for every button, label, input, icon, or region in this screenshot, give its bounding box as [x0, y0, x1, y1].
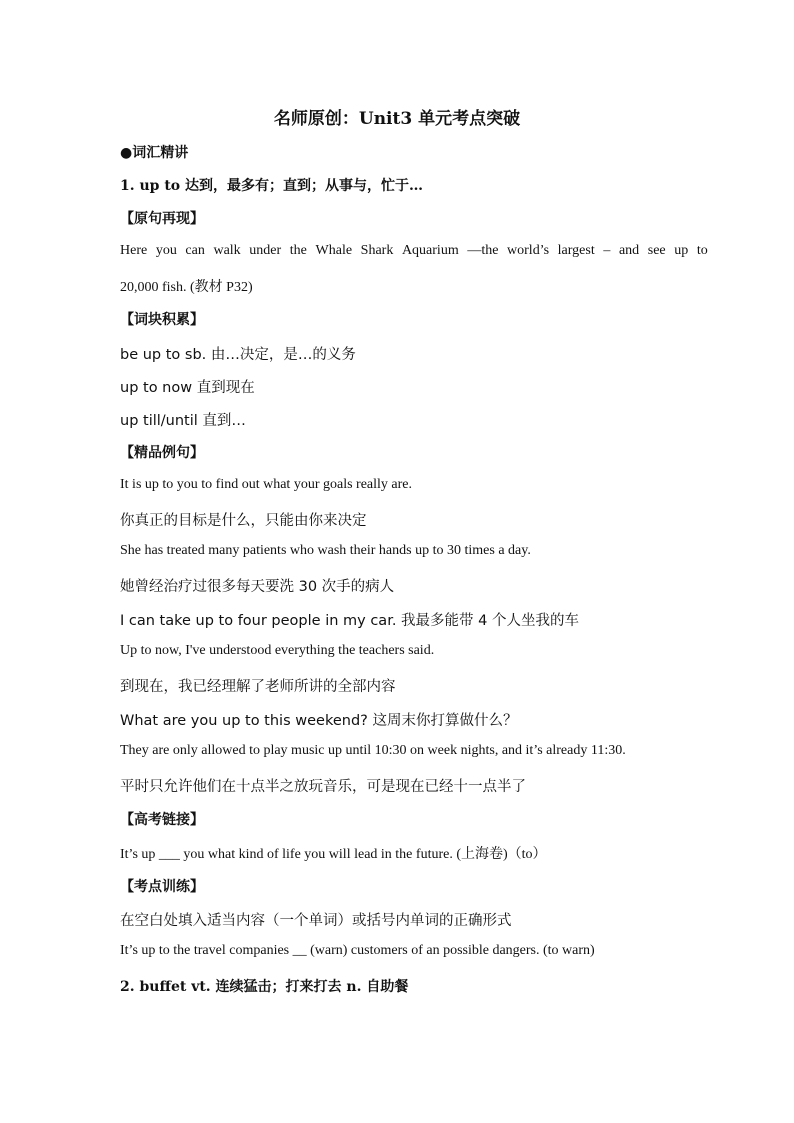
- example4-chinese: 到现在，我已经理解了老师所讲的全部内容: [120, 679, 396, 695]
- word: world’s: [507, 243, 550, 258]
- word: —the: [467, 243, 499, 258]
- label-example-sentences: 【精品例句】: [120, 445, 204, 461]
- chunk-up-to-now: up to now 直到现在: [120, 380, 255, 396]
- section-heading-vocab: ●词汇精讲: [120, 145, 189, 161]
- word: you: [155, 243, 177, 258]
- item2-heading: 2. buffet vt. 连续猛击；打来打去 n. 自助餐: [120, 979, 409, 995]
- original-sentence-line1: [120, 243, 720, 259]
- label-gaokao-link: 【高考链接】: [120, 812, 204, 828]
- example4-english: Up to now, I've understood everything the teachers said.: [120, 643, 435, 658]
- word: the: [289, 243, 307, 258]
- label-word-chunks: 【词块积累】: [120, 312, 204, 328]
- word: up: [674, 243, 689, 258]
- chunk-be-up-to: be up to sb. 由…决定，是…的义务: [120, 347, 356, 363]
- example1-english: It is up to you to find out what your goals really are.: [120, 477, 412, 492]
- word: can: [185, 243, 205, 258]
- example6-chinese: 平时只允许他们在十点半之放玩音乐，可是现在已经十一点半了: [120, 779, 526, 795]
- word: Whale: [315, 243, 353, 258]
- word: walk: [213, 243, 241, 258]
- word: under: [249, 243, 282, 258]
- example2-chinese: 她曾经治疗过很多每天要洗 30 次手的病人: [120, 579, 395, 595]
- example2-english: She has treated many patients who wash their hands up to 30 times a day.: [120, 543, 531, 558]
- word: –: [603, 243, 611, 258]
- chunk-up-till-until: up till/until 直到…: [120, 413, 246, 429]
- example3: I can take up to four people in my car. 我最多能带 4 个人坐我的车: [120, 613, 579, 629]
- word: Shark: [360, 243, 394, 258]
- original-sentence-justified: [120, 243, 708, 259]
- page-title: 名师原创：Unit3 单元考点突破: [273, 109, 521, 129]
- practice-instruction: 在空白处填入适当内容（一个单词）或括号内单词的正确形式: [120, 913, 512, 929]
- example6-english: They are only allowed to play music up until 10:30 on week nights, and it’s already 11:30.: [120, 743, 626, 758]
- word: and: [618, 243, 640, 258]
- label-original-sentence: 【原句再现】: [120, 211, 204, 227]
- gaokao-question: It’s up ___ you what kind of life you will lead in the future. (上海卷)（to）: [120, 847, 547, 862]
- practice-question: It’s up to the travel companies __ (warn) customers of an possible dangers. (to warn): [120, 943, 595, 958]
- label-practice: 【考点训练】: [120, 879, 204, 895]
- word: largest: [557, 243, 595, 258]
- word: Aquarium: [401, 243, 459, 258]
- example1-chinese: 你真正的目标是什么，只能由你来决定: [120, 513, 367, 529]
- original-sentence-line2: 20,000 fish. (教材 P32): [120, 280, 253, 295]
- word: to: [696, 243, 708, 258]
- word: Here: [120, 243, 148, 258]
- example5: What are you up to this weekend? 这周末你打算做什么？: [120, 713, 518, 729]
- item1-heading: 1. up to 达到，最多有；直到；从事与，忙于…: [120, 178, 424, 194]
- word: see: [647, 243, 666, 258]
